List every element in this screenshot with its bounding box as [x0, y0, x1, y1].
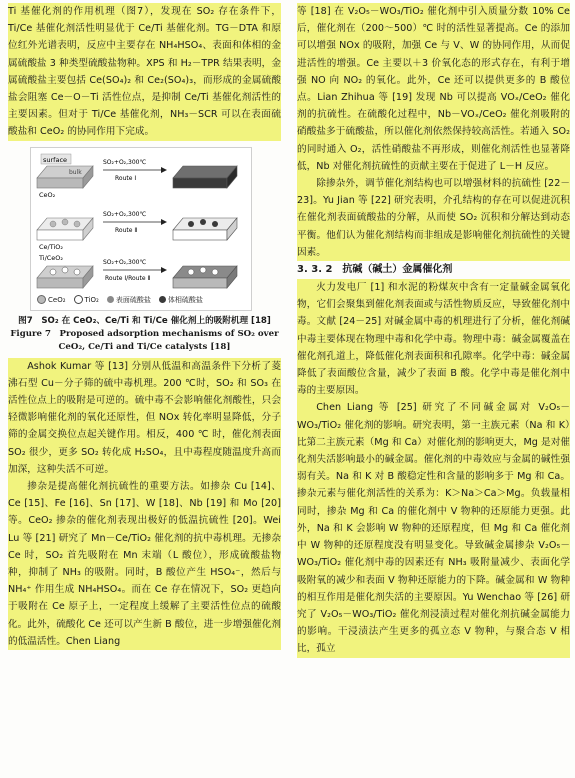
legend-tio2-swatch	[74, 295, 83, 304]
tice-dot-3	[74, 269, 80, 275]
cond-label-1: SO₂+O₂,300℃	[103, 158, 147, 166]
tice-dot-r3	[212, 269, 218, 275]
legend-ceo2	[37, 295, 66, 304]
ceo2-label: CeO₂	[39, 190, 56, 199]
route-label-1: Route Ⅰ	[115, 174, 137, 182]
tice-dot-2	[62, 267, 68, 273]
ceti-dot-2	[62, 219, 68, 225]
legend-surface-label: 表面硫酸盐	[115, 295, 151, 304]
legend-surface	[107, 295, 151, 305]
legend-ceo2-label: CeO₂	[48, 295, 66, 304]
legend-bulk	[159, 295, 203, 305]
legend-ceo2-swatch	[37, 295, 46, 304]
left-paragraph-2: Ashok Kumar 等 [13] 分别从低温和高温条件下分析了菱沸石型 Cu－分子筛的硫中毒机理。200 ℃时，SO₂ 和 SO₃ 在活性位点上的吸附是可逆的。硫中毒不会影响催化剂酸性，只会轻微影响催化剂的氧化还原性，但 NOx 转化率明显降低，分子筛的金属交换位点起关键作用。相反，400 ℃ 时，催化剂表面 SO₂ 很少，更多 SO₂ 转化成 H₂SO₄，且中毒程度随温度升高而加深，这种失活不可逆。	[8, 358, 281, 478]
tice-label: Ti/CeO₂	[39, 253, 64, 262]
ceti-dot-1	[50, 221, 56, 227]
arrow-head-2	[161, 219, 167, 225]
ceti-label: Ce/TiO₂	[39, 242, 64, 251]
figure-caption-en-2: CeO₂, Ce/Ti and Ti/Ce catalysts [18]	[58, 341, 231, 352]
tice-row	[37, 254, 237, 288]
ceti-sulfate-2	[200, 219, 206, 225]
legend-bulk-label: 体相硫酸盐	[167, 295, 203, 304]
surface-label: surface	[43, 155, 68, 164]
right-paragraph-2: 除掺杂外，调节催化剂结构也可以增强材料的抗硫性 [22－23]。Yu Jian 等 [22] 研究表明，介孔结构的存在可以促进沉积在催化剂表面硫酸盐的分解，从而使 SO₂ 沉积和分解达到动态平衡。他们认为催化剂结构而非组成是影响催化剂抗硫性的关键因素。	[297, 175, 570, 261]
figure-7	[8, 147, 281, 354]
route-label-3: Route Ⅰ/Route Ⅱ	[105, 274, 151, 282]
left-column	[8, 3, 281, 650]
bulk-label: bulk	[69, 168, 82, 176]
right-column	[297, 3, 570, 658]
legend-bulk-swatch	[159, 296, 166, 303]
tice-slab-right-front	[173, 278, 227, 288]
ceo2-slab-right-front	[173, 178, 227, 188]
arrow-head-3	[161, 267, 167, 273]
ceo2-slab-right-top	[173, 166, 237, 178]
ceti-dot-3	[74, 221, 80, 227]
ceti-slab-right-front	[173, 230, 227, 240]
tice-slab-left-front	[37, 278, 83, 288]
cond-label-3: SO₂+O₂,300℃	[103, 258, 147, 266]
legend-tio2-label: TiO₂	[84, 295, 99, 304]
right-paragraph-4: Chen Liang 等 [25] 研究了不同碱金属对 V₂O₅－WO₃/TiO₂ 催化剂的影响。研究表明，第一主族元素（Na 和 K）比第二主族元素（Mg 和 Ca）对催化剂的影响更大，Mg 是对催化剂失活影响最小的碱金属。催化剂的中毒效应与金属的碱性强弱有关。Na 和 K 对 B 酸稳定性和含量的影响多于 Mg 和 Ca。掺杂元素与催化剂活性的关系为：K＞Na＞Ca＞Mg。负载量相同时，掺杂 Mg 和 Ca 的催化剂中 V 物种的还原能力更强。此外，Na 和 K 会影响 W 物种的还原程度，但 Mg 和 Ca 催化剂中 W 物种的还原程度没有明显变化。导致碱金属掺杂 V₂O₅－WO₃/TiO₂ 催化剂中毒的因素还有 NH₃ 吸附量减少、表面化学吸附氧的减少和表面 V 物种还原能力的下降。碱金属和 W 物种的相互作用是催化剂失活的主要原因。Yu Wenchao 等 [26] 研究了 V₂O₅－WO₃/TiO₂ 催化剂浸渍过程对催化剂抗碱金属能力的影响。干浸渍法产生更多的孤立态 V 物种，与聚合态 V 相比，孤立	[297, 399, 570, 657]
ceti-row	[37, 211, 237, 251]
figure-7-diagram	[30, 147, 252, 311]
figure-caption-en-1: Figure 7 Proposed adsorption mechanisms of SO₂ over	[10, 328, 279, 339]
left-paragraph-1: Ti 基催化剂的作用机理（图7），发现在 SO₂ 存在条件下，Ti/Ce 基催化剂活性明显优于 Ce/Ti 基催化剂。TG－DTA 和原位红外光谱表明，反应中主要存在 NH₄HSO₄、表面和体相的金属硫酸盐 3 种类型硫酸盐物种。XPS 和 H₂－TPR 结果表明，金属硫酸盐主要包括 Ce(SO₄)₂ 和 Ce₂(SO₄)₃，而形成的金属硫酸盐会阻塞 Ce－O－Ti 活性位点，是抑制 Ce/Ti 基催化剂活性的主要因素。但对于 Ti/Ce 基催化剂，NH₃－SCR 可以在表面硫酸盐和 CeO₂ 的协同作用下完成。	[8, 3, 281, 141]
ceo2-slab-left-front	[37, 178, 83, 188]
right-paragraph-3: 火力发电厂 [1] 和水泥的粉煤灰中含有一定量碱金属氧化物，它们会聚集到催化剂表面或与活性物质反应，导致催化剂中毒。文献 [24－25] 对碱金属中毒的机理进行了分析，催化剂碱中毒主要体现在物理中毒和化学中毒。物理中毒：碱金属覆盖在催化剂孔道上，降低催化剂表面积和孔隙率。化学中毒：碱金属降低了表面酸位含量，减少了表面 B 酸。化学中毒是催化剂中毒的主要原因。	[297, 279, 570, 399]
arrow-head-1	[161, 167, 167, 173]
legend-surface-swatch	[107, 296, 114, 303]
legend-tio2	[74, 295, 99, 304]
figure-caption-cn: 图7 SO₂ 在 CeO₂、Ce/Ti 和 Ti/Ce 催化剂上的吸附机理 [18]	[18, 315, 271, 326]
ceo2-row	[37, 154, 237, 199]
tice-dot-r1	[188, 269, 194, 275]
adsorption-mechanism-svg	[31, 148, 251, 293]
tice-dot-r2	[200, 267, 206, 273]
ceti-sulfate-1	[188, 221, 194, 227]
left-paragraph-3: 掺杂是提高催化剂抗硫性的重要方法。如掺杂 Cu [14]、Ce [15]、Fe [16]、Sn [17]、W [18]、Nb [19] 和 Mo [20] 等。CeO₂ 掺杂的催化剂表现出极好的低温抗硫性 [20]。Wei Lu 等 [21] 研究了 Mn－Ce/TiO₂ 催化剂的抗中毒机理。无掺杂 Ce 时，SO₂ 首先吸附在 Mn 末端（L 酸位），形成硫酸盐物种，抑制了 NH₃ 的吸附。同时，B 酸位产生 HSO₄⁻，然后与 NH₄⁺ 作用生成 NH₄HSO₄。而在 Ce 存在情况下，SO₂ 更趋向于吸附在 Ce 原子上，一定程度上缓解了主要活性位点的硫酸化。此外，硫酸化 Ce 还可以产生新 B 酸位，进一步增强催化剂的低温活性。Chen Liang	[8, 478, 281, 650]
right-paragraph-1: 等 [18] 在 V₂O₅－WO₃/TiO₂ 催化剂中引入质量分数 10% Ce 后，催化剂在（200～500）℃ 时的活性显著提高。Ce 的添加可以增强 NOx 的吸附，加强 Ce 与 V、W 的协同作用，从而促进活性的增强。Ce 主要以＋3 价氧化态的形式存在，有利于增强 NO 向 NO₂ 的氧化。此外，Ce 还可以提供更多的 B 酸位点。Lian Zhihua 等 [19] 发现 Nb 可以提高 VOₓ/CeO₂ 催化剂的抗硫性。在硫酸化过程中，Nb－VOₓ/CeO₂ 催化剂吸附的硝酸盐多于硫酸盐，所以催化剂依然保持较高活性。若通入 SO₂ 的同时通入 O₂，活性硝酸盐不再形成，则催化剂活性也显著降低，Nb 对催化剂抗硫性的贡献主要在于促进了 L－H 反应。	[297, 3, 570, 175]
route-label-2: Route Ⅱ	[115, 226, 138, 234]
ceti-slab-left-front	[37, 230, 83, 240]
section-heading-3-3-2: 3. 3. 2 抗碱（碱土）金属催化剂	[297, 264, 453, 276]
figure-legend	[37, 295, 203, 305]
cond-label-2: SO₂+O₂,300℃	[103, 210, 147, 218]
tice-dot-1	[50, 269, 56, 275]
ceti-sulfate-3	[212, 221, 218, 227]
